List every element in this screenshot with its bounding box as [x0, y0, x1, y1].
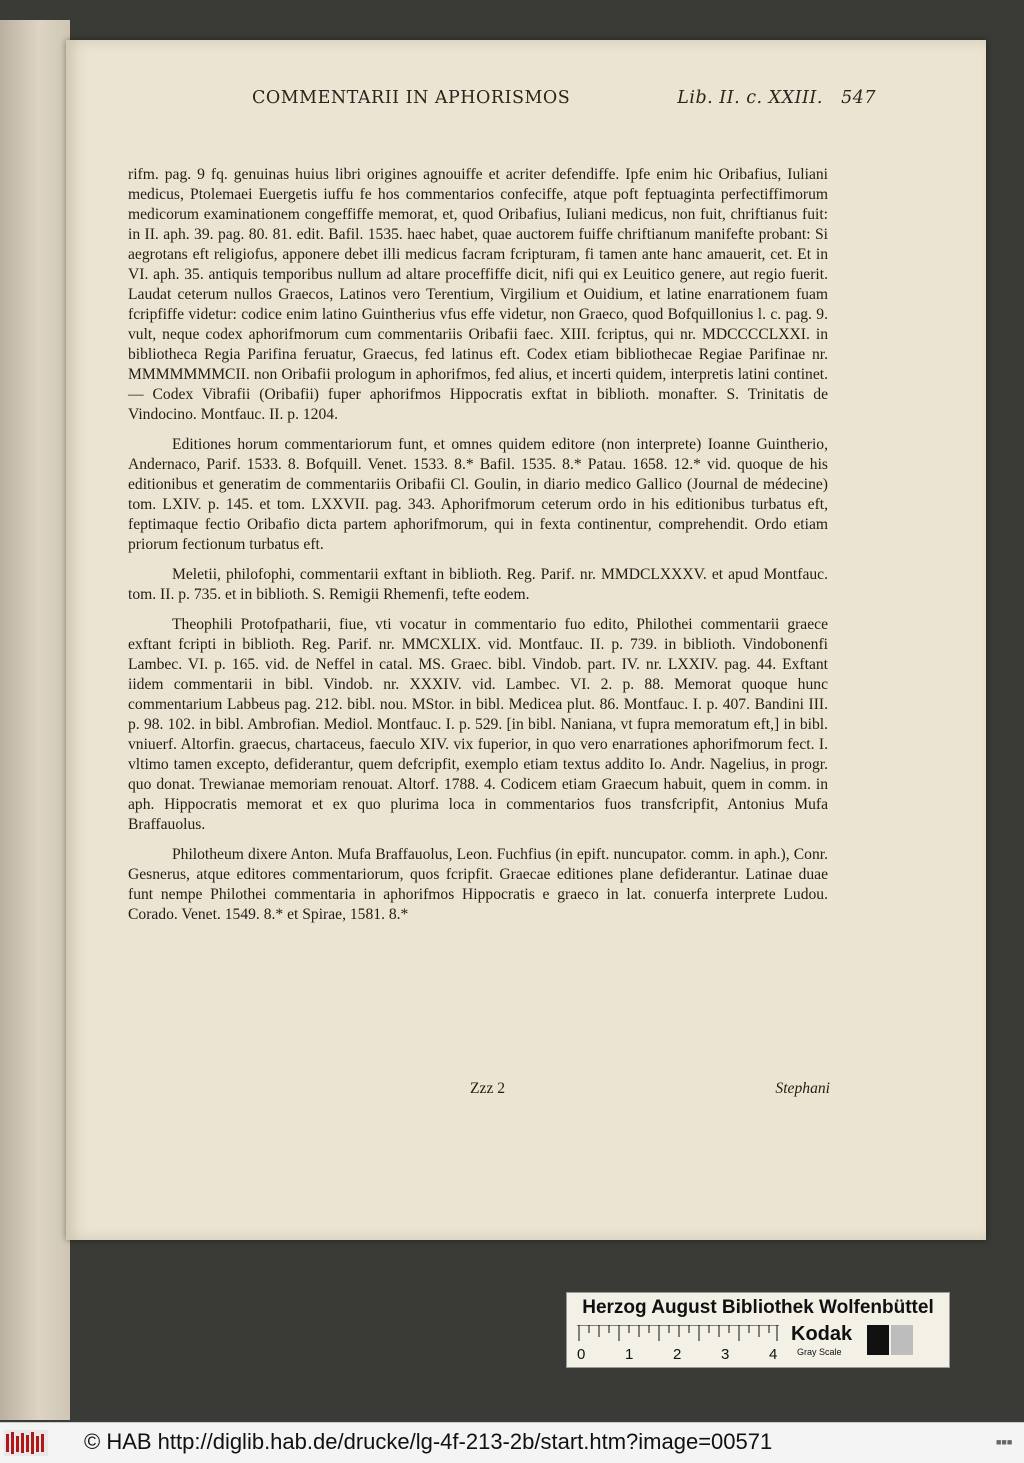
- signature-mark: Zzz 2: [470, 1080, 506, 1097]
- scale-number: 1: [625, 1346, 634, 1361]
- paragraph: Meletii, philofophi, commentarii exftant in biblioth. Reg. Parif. nr. MMDCLXXXV. et apud Montfauc. tom. II. p. 735. et in biblioth. S. Remigii Rhemenfi, tefte eodem.: [128, 566, 828, 603]
- kodak-subtitle: Gray Scale: [797, 1347, 842, 1357]
- scale-number: 0: [577, 1346, 586, 1361]
- kodak-gray-scale: [791, 1323, 941, 1361]
- viewer-status-bar: [0, 1422, 1024, 1463]
- permalink-text[interactable]: © HAB http://diglib.hab.de/drucke/lg-4f-213-2b/start.htm?image=00571: [84, 1429, 773, 1454]
- paragraph: Theophili Protofpatharii, fiue, vti vocatur in commentario fuo edito, Philothei commentarii graece exftant fcripti in biblioth. Reg. Parif. nr. MMCXLIX. vid. Montfauc. II. p. 739. in biblioth. Vindobonenfi Lambec. VI. p. 165. vid. de Neffel in catal. MS. Graec. bibl. Vindob. part. IV. nr. LXXIV. pag. 44. Exftant iidem commentarii in bibl. Vindob. nr. XXXIV. vid. Lambec. VI. 2. p. 88. Memorat quoque hunc commentarium Labbeus pag. 212. bibl. nou. MStor. in bibl. Medicea plut. 86. Montfauc. I. p. 407. Bandini III. p. 98. 102. in bibl. Ambrofian. Mediol. Montfauc. I. p. 529. [in bibl. Naniana, vt fupra memoratum eft,] in bibl. vniuerf. Altorfin. graecus, chartaceus, faeculo XIV. vix fuperior, in quo vero enarrationes aphorifmorum fect. I. vltimo tamen excepto, defiderantur, quem defcripfit, exemplo etiam textus addito Io. Andr. Nagelius, in progr. quo donat. Trewianae memoriam renouat. Altorf. 1788. 4. Codicem etiam Graecum habuit, quem in comm. in aph. Hippocratis memorat et ex quo plurima loca in commentarios fuos transfcripfit, Antonius Mufa Braffauolus.: [128, 616, 828, 833]
- scale-number: 4: [769, 1346, 778, 1361]
- library-name: Herzog August Bibliothek Wolfenbüttel: [582, 1297, 934, 1318]
- scale-ruler: [577, 1325, 779, 1361]
- opposite-page-edge: [0, 20, 70, 1420]
- gray-patch-light: [891, 1325, 913, 1355]
- catchword: Stephani: [775, 1080, 830, 1097]
- running-header: [252, 88, 876, 108]
- page-footer: [470, 1080, 830, 1098]
- running-title: COMMENTARII IN APHORISMOS: [252, 88, 571, 108]
- hab-logo-icon: [4, 1430, 48, 1456]
- chapter-reference: Lib. II. c. XXIII.: [677, 88, 823, 108]
- paragraph: Philotheum dixere Anton. Mufa Braffauolus, Leon. Fuchfius (in epift. nuncupator. comm. in aph.), Conr. Gesnerus, atque editores commentariorum, quos fcripfit. Graecae editiones plane defiderantur. Latinae duae funt nempe Philothei commentaria in aphorifmos Hippocratis e graeco in lat. conuerfa interprete Ludou. Corado. Venet. 1549. 8.* et Spirae, 1581. 8.*: [128, 846, 828, 923]
- corner-mark: ■■■: [996, 1437, 1013, 1447]
- library-label: [566, 1292, 950, 1368]
- scale-number: 2: [673, 1346, 682, 1361]
- paragraph: Editiones horum commentariorum funt, et omnes quidem editore (non interprete) Ioanne Guintherio, Andernaco, Parif. 1533. 8. Bofquill. Venet. 1533. 8.* Bafil. 1535. 8.* Patau. 1658. 12.* vid. quoque de his editionibus et generatim de commentariis Oribafii Cl. Goulin, in diario medico Gallico (Journal de médecine) tom. LXIV. p. 145. et tom. LXXVII. pag. 343. Aphorifmorum ceterum ordo in his editionibus turbatus eft, feptimaque fectio Oribafio dicta partem aphorifmorum, qui in fexta continentur, comprehendit. Ordo etiam priorum fectionum turbatus eft.: [128, 436, 828, 553]
- header-right: [677, 88, 876, 108]
- scale-number: 3: [721, 1346, 730, 1361]
- kodak-brand: Kodak: [791, 1323, 853, 1345]
- paragraph: rifm. pag. 9 fq. genuinas huius libri origines agnouiffe et acriter defendiffe. Ipfe enim hic Oribafius, Iuliani medicus, Ptolemaei Euergetis iuffu fe hos commentarios confeciffe, atque poft feptuaginta perfectiffimorum medicorum examinationem congeffiffe memorat, et, quod Oribafius, Iuliani medicus, non fuit, chriftianus fuit: in II. aph. 39. pag. 80. 81. edit. Bafil. 1535. haec habet, quae auctorem fuiffe chriftianum manifefte probant: Si aegrotans eft religiofus, apponere debet illi medicus facram fcripturam, fi tamen ante hanc amauerit, cet. Et in VI. aph. 35. antiquis temporibus nullum ad altare proceffiffe dicit, nifi qui ex Leuitico genere, aut regio fuerit. Laudat ceterum nullos Graecos, Latinos vero Terentium, Virgilium et Ouidium, et latine enarrationem fuam fcripfiffe videtur: codice enim latino Guintherius vfus effe videtur, non Graeco, quod Bofquillonius l. c. pag. 9. vult, neque codex aphorifmorum cum commentariis Oribafii faec. XIII. fcriptus, qui nr. MDCCCCLXXI. in bibliotheca Regia Parifina feruatur, Graecus, fed latinus eft. Codex etiam bibliothecae Regiae Parifinae nr. MMMMMMMCII. non Oribafii prologum in aphorifmos, fed alius, et incerti quidem, interpretis latini continet. — Codex Vibrafii (Oribafii) fuper aphorifmos Hippocratis exftat in biblioth. monafter. S. Trinitatis de Vindocino. Montfauc. II. p. 1204.: [128, 166, 828, 423]
- page-number: 547: [841, 88, 876, 108]
- body-text: [128, 165, 828, 935]
- gray-patch-dark: [867, 1325, 889, 1355]
